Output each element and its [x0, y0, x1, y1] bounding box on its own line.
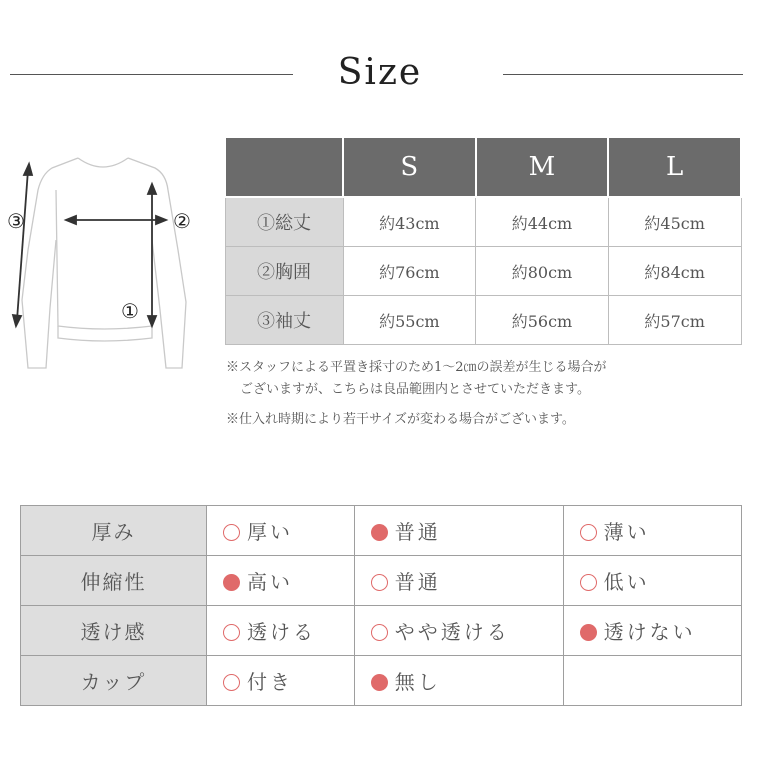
circle-mark-icon	[580, 624, 597, 641]
sleeve-arrow-head-bottom	[13, 315, 21, 326]
fabric-row-label: 厚み	[21, 506, 207, 556]
fabric-option-label: 無し	[394, 670, 441, 694]
label-chest-number: ②	[173, 209, 191, 233]
fabric-row-thickness	[21, 506, 742, 556]
fabric-option-label: 低い	[603, 570, 650, 594]
fabric-option	[354, 506, 563, 556]
size-row-label: ③袖丈	[225, 296, 343, 345]
circle-mark-icon	[580, 574, 597, 591]
note-stock-period: ※仕入れ時期により若干サイズが変わる場合がございます。	[226, 412, 575, 427]
size-cell: 約45cm	[608, 197, 741, 247]
fabric-row-label: 伸縮性	[21, 556, 207, 606]
fabric-option	[207, 556, 355, 606]
circle-mark-icon	[371, 624, 388, 641]
size-cell: 約76cm	[343, 247, 476, 296]
fabric-option	[563, 556, 741, 606]
fabric-option	[354, 656, 563, 706]
fabric-option-label: 高い	[247, 570, 293, 594]
fabric-row-label: カップ	[21, 656, 207, 706]
garment-outline	[22, 158, 186, 368]
length-arrow-head-top	[148, 184, 156, 194]
size-row-chest	[225, 247, 741, 296]
title-rule-right	[503, 74, 743, 75]
size-header-corner	[225, 137, 343, 197]
fabric-option-label: 普通	[394, 570, 441, 594]
circle-mark-icon	[223, 624, 240, 641]
page-title: Size	[337, 52, 423, 93]
circle-mark-icon	[223, 674, 240, 691]
title-rule-left	[10, 74, 293, 75]
fabric-option	[563, 606, 741, 656]
size-cell: 約57cm	[608, 296, 741, 345]
fabric-option-label: 透けない	[603, 620, 696, 644]
circle-mark-icon	[223, 524, 240, 541]
circle-mark-icon	[223, 574, 240, 591]
size-row-label: ①総丈	[225, 197, 343, 247]
fabric-row-cup	[21, 656, 742, 706]
circle-mark-icon	[580, 524, 597, 541]
size-cell: 約55cm	[343, 296, 476, 345]
chest-arrow-head-left	[66, 216, 76, 224]
size-row-length	[225, 197, 741, 247]
fabric-option	[207, 606, 355, 656]
size-cell: 約44cm	[476, 197, 609, 247]
note-measurement-line1: ※スタッフによる平置き採寸のため1～2㎝の誤差が生じる場合が	[226, 360, 607, 375]
size-cell: 約56cm	[476, 296, 609, 345]
note-measurement-line2: ございますが、こちらは良品範囲内とさせていただきます。	[240, 382, 590, 397]
fabric-option-label: 薄い	[603, 520, 650, 544]
size-cell: 約84cm	[608, 247, 741, 296]
fabric-option-empty	[563, 656, 741, 706]
chest-arrow-head-right	[156, 216, 166, 224]
label-length-number: ①	[121, 299, 139, 323]
fabric-row-stretch	[21, 556, 742, 606]
sleeve-arrow-head-top	[24, 164, 32, 175]
size-table	[224, 136, 742, 345]
fabric-option-label: 厚い	[247, 520, 293, 544]
size-cell: 約43cm	[343, 197, 476, 247]
fabric-row-sheerness	[21, 606, 742, 656]
fabric-option	[207, 506, 355, 556]
fabric-option-label: 透ける	[247, 620, 316, 644]
size-header-l: L	[608, 137, 741, 197]
fabric-option	[354, 606, 563, 656]
fabric-option	[563, 506, 741, 556]
size-row-sleeve	[225, 296, 741, 345]
fabric-option-label: 普通	[394, 520, 441, 544]
circle-mark-icon	[371, 524, 388, 541]
size-row-label: ②胸囲	[225, 247, 343, 296]
circle-mark-icon	[371, 674, 388, 691]
size-table-header-row	[225, 137, 741, 197]
circle-mark-icon	[371, 574, 388, 591]
garment-illustration	[0, 130, 215, 380]
fabric-row-label: 透け感	[21, 606, 207, 656]
size-header-m: M	[476, 137, 609, 197]
size-cell: 約80cm	[476, 247, 609, 296]
fabric-table	[20, 505, 742, 706]
fabric-option	[207, 656, 355, 706]
fabric-option-label: やや透ける	[394, 620, 510, 644]
fabric-option-label: 付き	[247, 670, 293, 694]
length-arrow-head-bottom	[148, 316, 156, 326]
fabric-option	[354, 556, 563, 606]
size-header-s: S	[343, 137, 476, 197]
label-sleeve-number: ③	[7, 209, 25, 233]
